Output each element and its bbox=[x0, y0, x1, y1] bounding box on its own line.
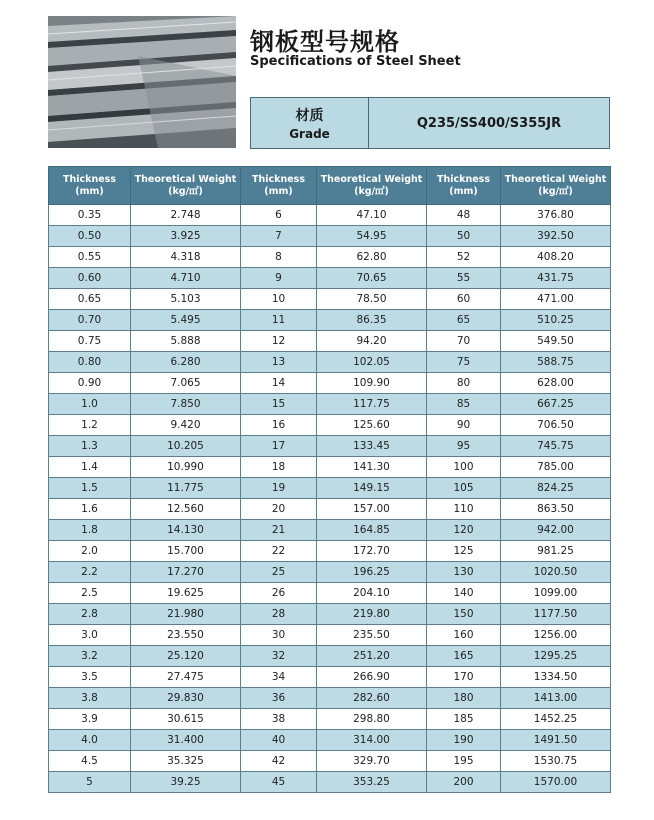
weight-cell: 588.75 bbox=[501, 352, 611, 373]
thickness-cell: 21 bbox=[241, 520, 317, 541]
thickness-cell: 12 bbox=[241, 331, 317, 352]
weight-cell: 282.60 bbox=[317, 688, 427, 709]
page-title: 钢板型号规格 bbox=[250, 28, 400, 56]
header-line-2: (kg/㎡) bbox=[168, 185, 203, 197]
thickness-cell: 8 bbox=[241, 247, 317, 268]
weight-cell: 942.00 bbox=[501, 520, 611, 541]
weight-cell: 94.20 bbox=[317, 331, 427, 352]
thickness-cell: 1.2 bbox=[49, 415, 131, 436]
weight-cell: 376.80 bbox=[501, 205, 611, 226]
weight-cell: 102.05 bbox=[317, 352, 427, 373]
thickness-cell: 140 bbox=[427, 583, 501, 604]
weight-cell: 204.10 bbox=[317, 583, 427, 604]
weight-cell: 667.25 bbox=[501, 394, 611, 415]
thickness-header bbox=[49, 167, 131, 205]
weight-cell: 5.888 bbox=[131, 331, 241, 352]
thickness-cell: 150 bbox=[427, 604, 501, 625]
weight-cell: 785.00 bbox=[501, 457, 611, 478]
table-row bbox=[49, 268, 611, 289]
thickness-cell: 5 bbox=[49, 772, 131, 793]
weight-cell: 164.85 bbox=[317, 520, 427, 541]
weight-cell: 981.25 bbox=[501, 541, 611, 562]
weight-cell: 21.980 bbox=[131, 604, 241, 625]
weight-cell: 235.50 bbox=[317, 625, 427, 646]
weight-cell: 219.80 bbox=[317, 604, 427, 625]
weight-cell: 157.00 bbox=[317, 499, 427, 520]
thickness-cell: 0.50 bbox=[49, 226, 131, 247]
weight-cell: 15.700 bbox=[131, 541, 241, 562]
weight-cell: 863.50 bbox=[501, 499, 611, 520]
thickness-cell: 7 bbox=[241, 226, 317, 247]
weight-cell: 54.95 bbox=[317, 226, 427, 247]
thickness-cell: 50 bbox=[427, 226, 501, 247]
thickness-cell: 70 bbox=[427, 331, 501, 352]
header-line-1: Thickness bbox=[252, 173, 305, 185]
thickness-cell: 18 bbox=[241, 457, 317, 478]
thickness-cell: 15 bbox=[241, 394, 317, 415]
thickness-cell: 19 bbox=[241, 478, 317, 499]
thickness-cell: 3.0 bbox=[49, 625, 131, 646]
thickness-cell: 16 bbox=[241, 415, 317, 436]
weight-cell: 172.70 bbox=[317, 541, 427, 562]
thickness-cell: 1.3 bbox=[49, 436, 131, 457]
thickness-cell: 120 bbox=[427, 520, 501, 541]
thickness-cell: 60 bbox=[427, 289, 501, 310]
thickness-cell: 0.80 bbox=[49, 352, 131, 373]
weight-header bbox=[317, 167, 427, 205]
thickness-cell: 80 bbox=[427, 373, 501, 394]
page-subtitle: Specifications of Steel Sheet bbox=[250, 54, 461, 69]
weight-cell: 251.20 bbox=[317, 646, 427, 667]
table-row bbox=[49, 751, 611, 772]
thickness-cell: 22 bbox=[241, 541, 317, 562]
weight-cell: 12.560 bbox=[131, 499, 241, 520]
thickness-cell: 25 bbox=[241, 562, 317, 583]
weight-cell: 35.325 bbox=[131, 751, 241, 772]
weight-cell: 30.615 bbox=[131, 709, 241, 730]
weight-cell: 392.50 bbox=[501, 226, 611, 247]
table-row bbox=[49, 730, 611, 751]
thickness-cell: 4.0 bbox=[49, 730, 131, 751]
thickness-cell: 0.65 bbox=[49, 289, 131, 310]
thickness-cell: 2.5 bbox=[49, 583, 131, 604]
table-row bbox=[49, 289, 611, 310]
weight-cell: 4.710 bbox=[131, 268, 241, 289]
weight-cell: 3.925 bbox=[131, 226, 241, 247]
weight-cell: 31.400 bbox=[131, 730, 241, 751]
thickness-cell: 105 bbox=[427, 478, 501, 499]
spec-table bbox=[48, 166, 611, 793]
weight-cell: 745.75 bbox=[501, 436, 611, 457]
thickness-cell: 2.2 bbox=[49, 562, 131, 583]
weight-cell: 9.420 bbox=[131, 415, 241, 436]
weight-cell: 1177.50 bbox=[501, 604, 611, 625]
weight-cell: 1020.50 bbox=[501, 562, 611, 583]
thickness-cell: 0.60 bbox=[49, 268, 131, 289]
weight-cell: 5.103 bbox=[131, 289, 241, 310]
thickness-cell: 4.5 bbox=[49, 751, 131, 772]
thickness-cell: 45 bbox=[241, 772, 317, 793]
thickness-cell: 32 bbox=[241, 646, 317, 667]
weight-cell: 1491.50 bbox=[501, 730, 611, 751]
weight-cell: 117.75 bbox=[317, 394, 427, 415]
weight-cell: 1099.00 bbox=[501, 583, 611, 604]
thickness-cell: 14 bbox=[241, 373, 317, 394]
table-row bbox=[49, 247, 611, 268]
thickness-header bbox=[427, 167, 501, 205]
weight-cell: 353.25 bbox=[317, 772, 427, 793]
thickness-cell: 0.75 bbox=[49, 331, 131, 352]
thickness-cell: 110 bbox=[427, 499, 501, 520]
weight-cell: 549.50 bbox=[501, 331, 611, 352]
table-row bbox=[49, 310, 611, 331]
table-row bbox=[49, 541, 611, 562]
weight-cell: 431.75 bbox=[501, 268, 611, 289]
thickness-cell: 3.5 bbox=[49, 667, 131, 688]
table-row bbox=[49, 394, 611, 415]
table-row bbox=[49, 667, 611, 688]
steel-sheet-photo bbox=[48, 16, 236, 148]
thickness-cell: 170 bbox=[427, 667, 501, 688]
thickness-cell: 42 bbox=[241, 751, 317, 772]
thickness-cell: 30 bbox=[241, 625, 317, 646]
grade-value: Q235/SS400/S355JR bbox=[416, 115, 562, 131]
table-row bbox=[49, 520, 611, 541]
weight-cell: 10.990 bbox=[131, 457, 241, 478]
thickness-cell: 1.6 bbox=[49, 499, 131, 520]
thickness-cell: 185 bbox=[427, 709, 501, 730]
table-body bbox=[49, 205, 611, 793]
grade-label bbox=[251, 98, 369, 148]
weight-cell: 25.120 bbox=[131, 646, 241, 667]
thickness-cell: 17 bbox=[241, 436, 317, 457]
weight-cell: 10.205 bbox=[131, 436, 241, 457]
thickness-cell: 55 bbox=[427, 268, 501, 289]
table-row bbox=[49, 772, 611, 793]
weight-cell: 5.495 bbox=[131, 310, 241, 331]
thickness-cell: 28 bbox=[241, 604, 317, 625]
table-row bbox=[49, 415, 611, 436]
thickness-cell: 1.0 bbox=[49, 394, 131, 415]
weight-cell: 1295.25 bbox=[501, 646, 611, 667]
thickness-cell: 180 bbox=[427, 688, 501, 709]
weight-cell: 628.00 bbox=[501, 373, 611, 394]
table-row bbox=[49, 688, 611, 709]
thickness-cell: 38 bbox=[241, 709, 317, 730]
table-row bbox=[49, 205, 611, 226]
table-row bbox=[49, 562, 611, 583]
table-row bbox=[49, 604, 611, 625]
table-row bbox=[49, 646, 611, 667]
thickness-cell: 52 bbox=[427, 247, 501, 268]
thickness-cell: 2.0 bbox=[49, 541, 131, 562]
grade-label-cn: 材质 bbox=[295, 108, 324, 124]
weight-cell: 141.30 bbox=[317, 457, 427, 478]
thickness-cell: 48 bbox=[427, 205, 501, 226]
weight-cell: 14.130 bbox=[131, 520, 241, 541]
weight-cell: 27.475 bbox=[131, 667, 241, 688]
weight-cell: 1530.75 bbox=[501, 751, 611, 772]
weight-cell: 706.50 bbox=[501, 415, 611, 436]
weight-cell: 266.90 bbox=[317, 667, 427, 688]
weight-cell: 4.318 bbox=[131, 247, 241, 268]
weight-cell: 196.25 bbox=[317, 562, 427, 583]
weight-cell: 17.270 bbox=[131, 562, 241, 583]
weight-cell: 471.00 bbox=[501, 289, 611, 310]
thickness-cell: 10 bbox=[241, 289, 317, 310]
weight-cell: 125.60 bbox=[317, 415, 427, 436]
weight-cell: 1334.50 bbox=[501, 667, 611, 688]
thickness-cell: 0.70 bbox=[49, 310, 131, 331]
header-line-1: Theoretical Weight bbox=[504, 173, 607, 185]
thickness-cell: 195 bbox=[427, 751, 501, 772]
thickness-cell: 6 bbox=[241, 205, 317, 226]
weight-cell: 329.70 bbox=[317, 751, 427, 772]
table-row bbox=[49, 226, 611, 247]
thickness-cell: 190 bbox=[427, 730, 501, 751]
header-line-2: (mm) bbox=[264, 185, 293, 197]
weight-cell: 1256.00 bbox=[501, 625, 611, 646]
thickness-cell: 3.9 bbox=[49, 709, 131, 730]
thickness-cell: 130 bbox=[427, 562, 501, 583]
header-line-1: Theoretical Weight bbox=[320, 173, 423, 185]
header-line-1: Thickness bbox=[437, 173, 490, 185]
thickness-cell: 34 bbox=[241, 667, 317, 688]
table-row bbox=[49, 583, 611, 604]
table-header-row bbox=[49, 167, 611, 205]
header-line-1: Theoretical Weight bbox=[134, 173, 237, 185]
weight-cell: 109.90 bbox=[317, 373, 427, 394]
thickness-cell: 65 bbox=[427, 310, 501, 331]
thickness-cell: 85 bbox=[427, 394, 501, 415]
weight-cell: 824.25 bbox=[501, 478, 611, 499]
thickness-header bbox=[241, 167, 317, 205]
thickness-cell: 11 bbox=[241, 310, 317, 331]
thickness-cell: 1.5 bbox=[49, 478, 131, 499]
weight-cell: 11.775 bbox=[131, 478, 241, 499]
weight-cell: 70.65 bbox=[317, 268, 427, 289]
table-row bbox=[49, 352, 611, 373]
weight-cell: 298.80 bbox=[317, 709, 427, 730]
table-row bbox=[49, 331, 611, 352]
weight-cell: 47.10 bbox=[317, 205, 427, 226]
thickness-cell: 40 bbox=[241, 730, 317, 751]
table-row bbox=[49, 478, 611, 499]
weight-cell: 133.45 bbox=[317, 436, 427, 457]
weight-cell: 1452.25 bbox=[501, 709, 611, 730]
thickness-cell: 3.2 bbox=[49, 646, 131, 667]
grade-label-en: Grade bbox=[289, 127, 330, 141]
weight-cell: 408.20 bbox=[501, 247, 611, 268]
table-row bbox=[49, 625, 611, 646]
weight-cell: 29.830 bbox=[131, 688, 241, 709]
thickness-cell: 0.90 bbox=[49, 373, 131, 394]
weight-cell: 2.748 bbox=[131, 205, 241, 226]
weight-cell: 510.25 bbox=[501, 310, 611, 331]
thickness-cell: 100 bbox=[427, 457, 501, 478]
weight-cell: 314.00 bbox=[317, 730, 427, 751]
table-row bbox=[49, 373, 611, 394]
thickness-cell: 26 bbox=[241, 583, 317, 604]
table-row bbox=[49, 709, 611, 730]
header-line-2: (mm) bbox=[75, 185, 104, 197]
thickness-cell: 0.55 bbox=[49, 247, 131, 268]
table-row bbox=[49, 457, 611, 478]
header-line-1: Thickness bbox=[63, 173, 116, 185]
thickness-cell: 9 bbox=[241, 268, 317, 289]
weight-cell: 78.50 bbox=[317, 289, 427, 310]
weight-cell: 6.280 bbox=[131, 352, 241, 373]
weight-cell: 62.80 bbox=[317, 247, 427, 268]
weight-cell: 1413.00 bbox=[501, 688, 611, 709]
thickness-cell: 1.8 bbox=[49, 520, 131, 541]
thickness-cell: 90 bbox=[427, 415, 501, 436]
weight-cell: 1570.00 bbox=[501, 772, 611, 793]
thickness-cell: 13 bbox=[241, 352, 317, 373]
table-row bbox=[49, 436, 611, 457]
thickness-cell: 160 bbox=[427, 625, 501, 646]
weight-header bbox=[131, 167, 241, 205]
weight-cell: 7.850 bbox=[131, 394, 241, 415]
thickness-cell: 3.8 bbox=[49, 688, 131, 709]
weight-cell: 149.15 bbox=[317, 478, 427, 499]
thickness-cell: 20 bbox=[241, 499, 317, 520]
grade-box bbox=[250, 97, 610, 149]
header-line-2: (kg/㎡) bbox=[538, 185, 573, 197]
thickness-cell: 0.35 bbox=[49, 205, 131, 226]
weight-cell: 23.550 bbox=[131, 625, 241, 646]
thickness-cell: 36 bbox=[241, 688, 317, 709]
thickness-cell: 125 bbox=[427, 541, 501, 562]
weight-header bbox=[501, 167, 611, 205]
weight-cell: 19.625 bbox=[131, 583, 241, 604]
weight-cell: 7.065 bbox=[131, 373, 241, 394]
weight-cell: 86.35 bbox=[317, 310, 427, 331]
thickness-cell: 75 bbox=[427, 352, 501, 373]
thickness-cell: 1.4 bbox=[49, 457, 131, 478]
header-line-2: (mm) bbox=[449, 185, 478, 197]
thickness-cell: 200 bbox=[427, 772, 501, 793]
weight-cell: 39.25 bbox=[131, 772, 241, 793]
table-row bbox=[49, 499, 611, 520]
header-line-2: (kg/㎡) bbox=[354, 185, 389, 197]
thickness-cell: 95 bbox=[427, 436, 501, 457]
thickness-cell: 165 bbox=[427, 646, 501, 667]
thickness-cell: 2.8 bbox=[49, 604, 131, 625]
